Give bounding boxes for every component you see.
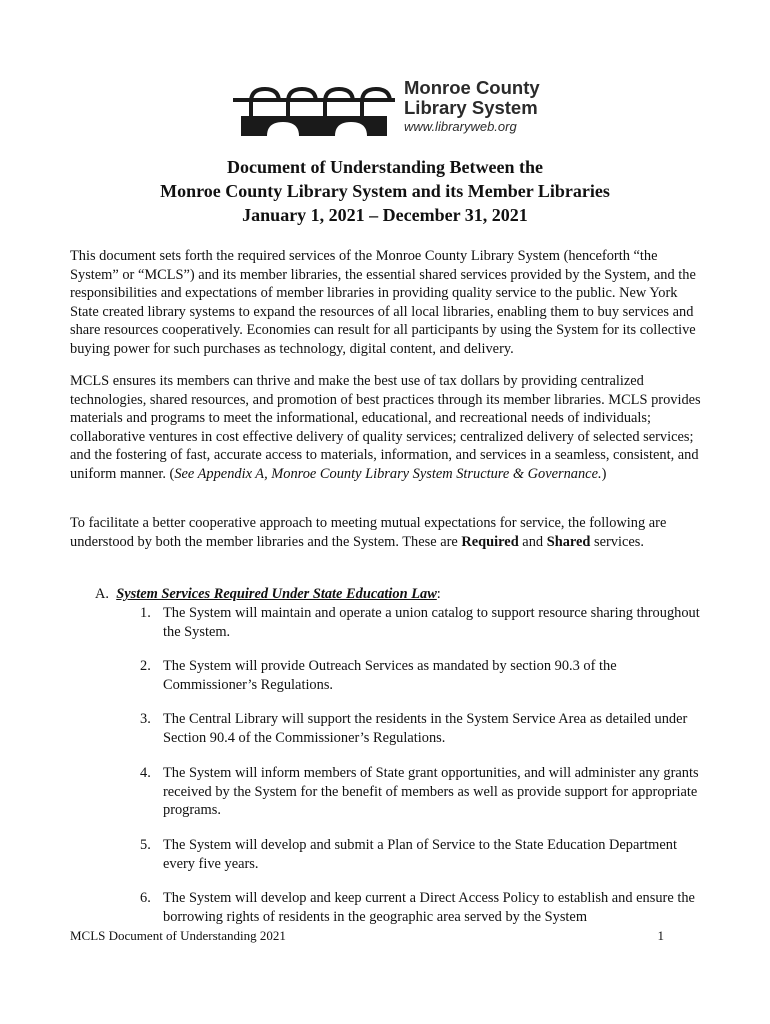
list-item-number: 6. xyxy=(140,890,151,906)
list-item xyxy=(140,604,700,641)
cooperative-paragraph xyxy=(70,514,702,551)
list-item xyxy=(140,889,700,926)
mcls-mission-paragraph xyxy=(70,372,702,484)
title-line2: Monroe County Library System and its Member Libraries xyxy=(160,181,610,201)
mcls-logo xyxy=(233,78,543,138)
appendix-reference: See Appendix A, Monroe County Library System Structure & Governance. xyxy=(174,465,602,482)
shared-label: Shared xyxy=(546,533,591,550)
list-item xyxy=(140,836,700,873)
list-item-text: The System will maintain and operate a union catalog to support resource sharing throughout the System. xyxy=(163,605,700,640)
list-item-number: 1. xyxy=(140,605,151,621)
intro-paragraph: This document sets forth the required services of the Monroe County Library System (henceforth “the System” or “MCLS”) and its member libraries, the essential shared services provided by the System, and the responsibilities and expectations of member libraries in providing quality service to the public. New York State created library systems to expand the resources of all local libraries, enabling them to buy services and share resources cooperatively. Economies can result for all participants by using the System for its collective buying power for such purchases as technology, digital content, and delivery. xyxy=(70,248,696,357)
footer-title: MCLS Document of Understanding 2021 xyxy=(70,928,286,943)
section-colon: : xyxy=(436,586,441,602)
required-label: Required xyxy=(461,533,519,550)
section-a-heading xyxy=(95,585,441,604)
list-item-text: The System will develop and submit a Plan of Service to the State Education Department every five years. xyxy=(163,837,677,872)
page-number: 1 xyxy=(657,928,664,943)
mission-text: MCLS ensures its members can thrive and make the best use of tax dollars by providing centralized technologies, shared resources, and promotion of best practices through its member libraries. MCLS provides materials and programs to meet the informational, educational, and recreational needs of individuals; collaborative ventures in cost effective delivery of quality services; centralized delivery of selected services; and the fostering of fast, accurate access to materials, information, and services in a seamless, consistent, and uniform manner. ( xyxy=(70,373,701,482)
list-item-text: The System will develop and keep current a Direct Access Policy to establish and ensure the borrowing rights of residents in the geographic area served by the System xyxy=(163,890,695,925)
logo-name-line2: Library System xyxy=(404,97,538,118)
document-title xyxy=(0,155,770,227)
list-item xyxy=(140,710,700,747)
logo-name-line1: Monroe County xyxy=(404,77,540,98)
list-item-text: The System will inform members of State grant opportunities, and will administer any grants received by the System for the benefit of members as well as provide support for appropriate programs. xyxy=(163,765,699,819)
list-item xyxy=(140,764,700,820)
list-item-number: 4. xyxy=(140,765,151,781)
services-text: services. xyxy=(590,533,644,550)
cooperative-text: To facilitate a better cooperative approach to meeting mutual expectations for service, the following are understood by both the member libraries and the System. These are xyxy=(70,515,667,550)
list-item-text: The Central Library will support the residents in the System Service Area as detailed under Section 90.4 of the Commissioner’s Regulations. xyxy=(163,711,688,746)
logo-url: www.libraryweb.org xyxy=(404,119,517,134)
bridge-arches-icon xyxy=(233,80,395,136)
list-item-number: 2. xyxy=(140,658,151,674)
section-letter: A. xyxy=(95,586,109,602)
mission-text-end: ) xyxy=(601,465,607,482)
logo-text xyxy=(404,78,540,135)
section-title: System Services Required Under State Education Law xyxy=(116,586,437,602)
list-item-number: 3. xyxy=(140,711,151,727)
list-item-number: 5. xyxy=(140,837,151,853)
list-item-text: The System will provide Outreach Services as mandated by section 90.3 of the Commissioner’s Regulations. xyxy=(163,658,617,693)
title-line3: January 1, 2021 – December 31, 2021 xyxy=(242,205,528,225)
list-item xyxy=(140,657,700,694)
and-text: and xyxy=(518,533,547,550)
title-line1: Document of Understanding Between the xyxy=(227,157,543,177)
